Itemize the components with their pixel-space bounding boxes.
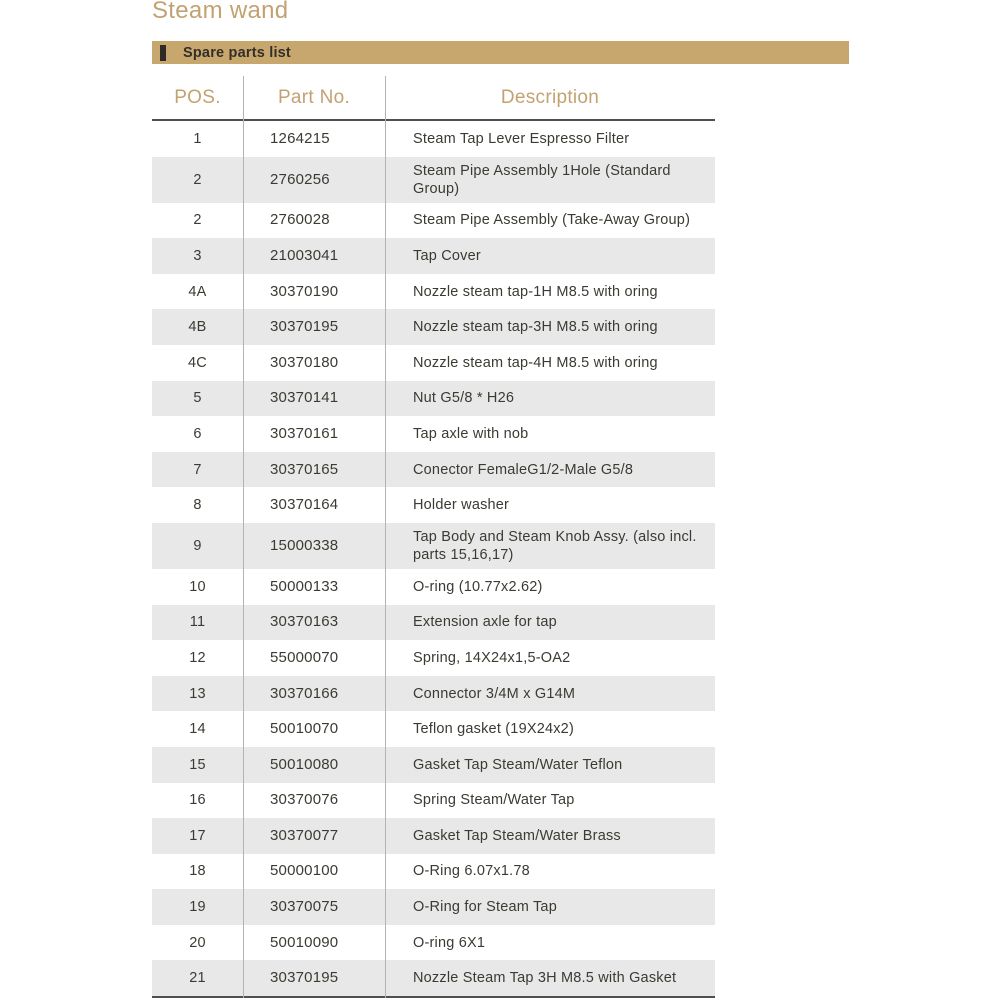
part-no-cell: 15000338	[270, 536, 339, 554]
section-header-bar	[152, 41, 849, 64]
section-title: Spare parts list	[183, 44, 291, 61]
table-row	[152, 747, 715, 783]
description-cell: Extension axle for tap	[413, 614, 557, 631]
part-no-cell: 30370076	[270, 791, 339, 809]
table-row	[152, 157, 715, 203]
description-cell: O-ring (10.77x2.62)	[413, 578, 543, 595]
table-row	[152, 818, 715, 854]
part-no-cell: 30370180	[270, 353, 339, 371]
description-cell: Tap axle with nob	[413, 425, 529, 442]
pos-cell: 4C	[188, 354, 207, 371]
description-cell: Nozzle Steam Tap 3H M8.5 with Gasket	[413, 970, 677, 987]
pos-cell: 5	[193, 390, 202, 407]
part-no-cell: 30370163	[270, 613, 339, 631]
part-no-cell: 30370166	[270, 684, 339, 702]
table-row	[152, 569, 715, 605]
table-header-row	[152, 62, 715, 121]
table-row	[152, 345, 715, 381]
description-cell: Steam Pipe Assembly (Take-Away Group)	[413, 212, 691, 229]
description-cell: Tap Body and Steam Knob Assy. (also incl. parts 15,16,17)	[413, 528, 697, 563]
section-marker	[160, 45, 166, 61]
table-row	[152, 274, 715, 310]
part-no-cell: 30370190	[270, 282, 339, 300]
column-divider	[243, 76, 244, 998]
table-row	[152, 960, 715, 996]
column-header-part-no: Part No.	[277, 86, 351, 108]
pos-cell: 8	[193, 497, 202, 514]
part-no-cell: 50000133	[270, 577, 339, 595]
table-row	[152, 889, 715, 925]
pos-cell: 16	[189, 792, 206, 809]
description-cell: Nut G5/8 * H26	[413, 390, 515, 407]
table-row	[152, 523, 715, 569]
table-row	[152, 783, 715, 819]
table-row	[152, 925, 715, 961]
part-no-cell: 30370075	[270, 898, 339, 916]
table-row	[152, 711, 715, 747]
part-no-cell: 50010090	[270, 933, 339, 951]
pos-cell: 21	[189, 970, 206, 987]
part-no-cell: 30370165	[270, 460, 339, 478]
description-cell: O-Ring 6.07x1.78	[413, 863, 530, 880]
description-cell: Steam Pipe Assembly 1Hole (Standard Group)	[413, 162, 671, 197]
part-no-cell: 21003041	[270, 246, 339, 264]
part-no-cell: 30370141	[270, 389, 339, 407]
description-cell: Gasket Tap Steam/Water Teflon	[413, 756, 623, 773]
part-no-cell: 30370195	[270, 318, 339, 336]
part-no-cell: 2760256	[270, 170, 330, 188]
description-cell: Nozzle steam tap-3H M8.5 with oring	[413, 319, 658, 336]
pos-cell: 1	[193, 130, 202, 147]
pos-cell: 19	[189, 899, 206, 916]
description-cell: Spring Steam/Water Tap	[413, 792, 575, 809]
table-row	[152, 309, 715, 345]
description-cell: Teflon gasket (19X24x2)	[413, 721, 574, 738]
table-row	[152, 381, 715, 417]
table-row	[152, 854, 715, 890]
pos-cell: 3	[193, 247, 202, 264]
description-cell: Nozzle steam tap-1H M8.5 with oring	[413, 283, 658, 300]
table-body	[152, 121, 715, 998]
table-row	[152, 238, 715, 274]
spare-parts-table	[152, 62, 715, 998]
table-row	[152, 640, 715, 676]
part-no-cell: 30370195	[270, 969, 339, 987]
pos-cell: 7	[193, 461, 202, 478]
part-no-cell: 50010070	[270, 720, 339, 738]
part-no-cell: 30370077	[270, 826, 339, 844]
description-cell: Holder washer	[413, 497, 510, 514]
pos-cell: 13	[189, 685, 206, 702]
part-no-cell: 2760028	[270, 211, 330, 229]
description-cell: Conector FemaleG1/2-Male G5/8	[413, 461, 634, 478]
pos-cell: 4B	[188, 319, 207, 336]
pos-cell: 4A	[188, 283, 207, 300]
column-divider	[385, 76, 386, 998]
part-no-cell: 55000070	[270, 648, 339, 666]
table-row	[152, 121, 715, 157]
table-row	[152, 203, 715, 239]
column-header-pos: POS.	[174, 86, 221, 108]
part-no-cell: 50010080	[270, 755, 339, 773]
pos-cell: 2	[193, 171, 202, 188]
description-cell: Gasket Tap Steam/Water Brass	[413, 827, 621, 844]
pos-cell: 9	[193, 537, 202, 554]
description-cell: Spring, 14X24x1,5-OA2	[413, 649, 571, 666]
table-row	[152, 605, 715, 641]
pos-cell: 15	[189, 756, 206, 773]
table-row	[152, 487, 715, 523]
table-row	[152, 416, 715, 452]
description-cell: Tap Cover	[413, 247, 481, 264]
table-row	[152, 676, 715, 712]
pos-cell: 20	[189, 934, 206, 951]
page-title: Steam wand	[152, 0, 289, 24]
description-cell: Steam Tap Lever Espresso Filter	[413, 130, 630, 147]
pos-cell: 2	[193, 212, 202, 229]
pos-cell: 14	[189, 721, 206, 738]
pos-cell: 12	[189, 649, 206, 666]
description-cell: O-Ring for Steam Tap	[413, 899, 557, 916]
description-cell: Nozzle steam tap-4H M8.5 with oring	[413, 354, 658, 371]
pos-cell: 11	[189, 614, 206, 631]
part-no-cell: 30370164	[270, 496, 339, 514]
pos-cell: 10	[189, 578, 206, 595]
part-no-cell: 50000100	[270, 862, 339, 880]
part-no-cell: 1264215	[270, 129, 330, 147]
part-no-cell: 30370161	[270, 424, 339, 442]
description-cell: O-ring 6X1	[413, 934, 486, 951]
pos-cell: 18	[189, 863, 206, 880]
column-header-description: Description	[500, 86, 600, 108]
pos-cell: 6	[193, 425, 202, 442]
table-row	[152, 452, 715, 488]
description-cell: Connector 3/4M x G14M	[413, 685, 576, 702]
pos-cell: 17	[189, 827, 206, 844]
